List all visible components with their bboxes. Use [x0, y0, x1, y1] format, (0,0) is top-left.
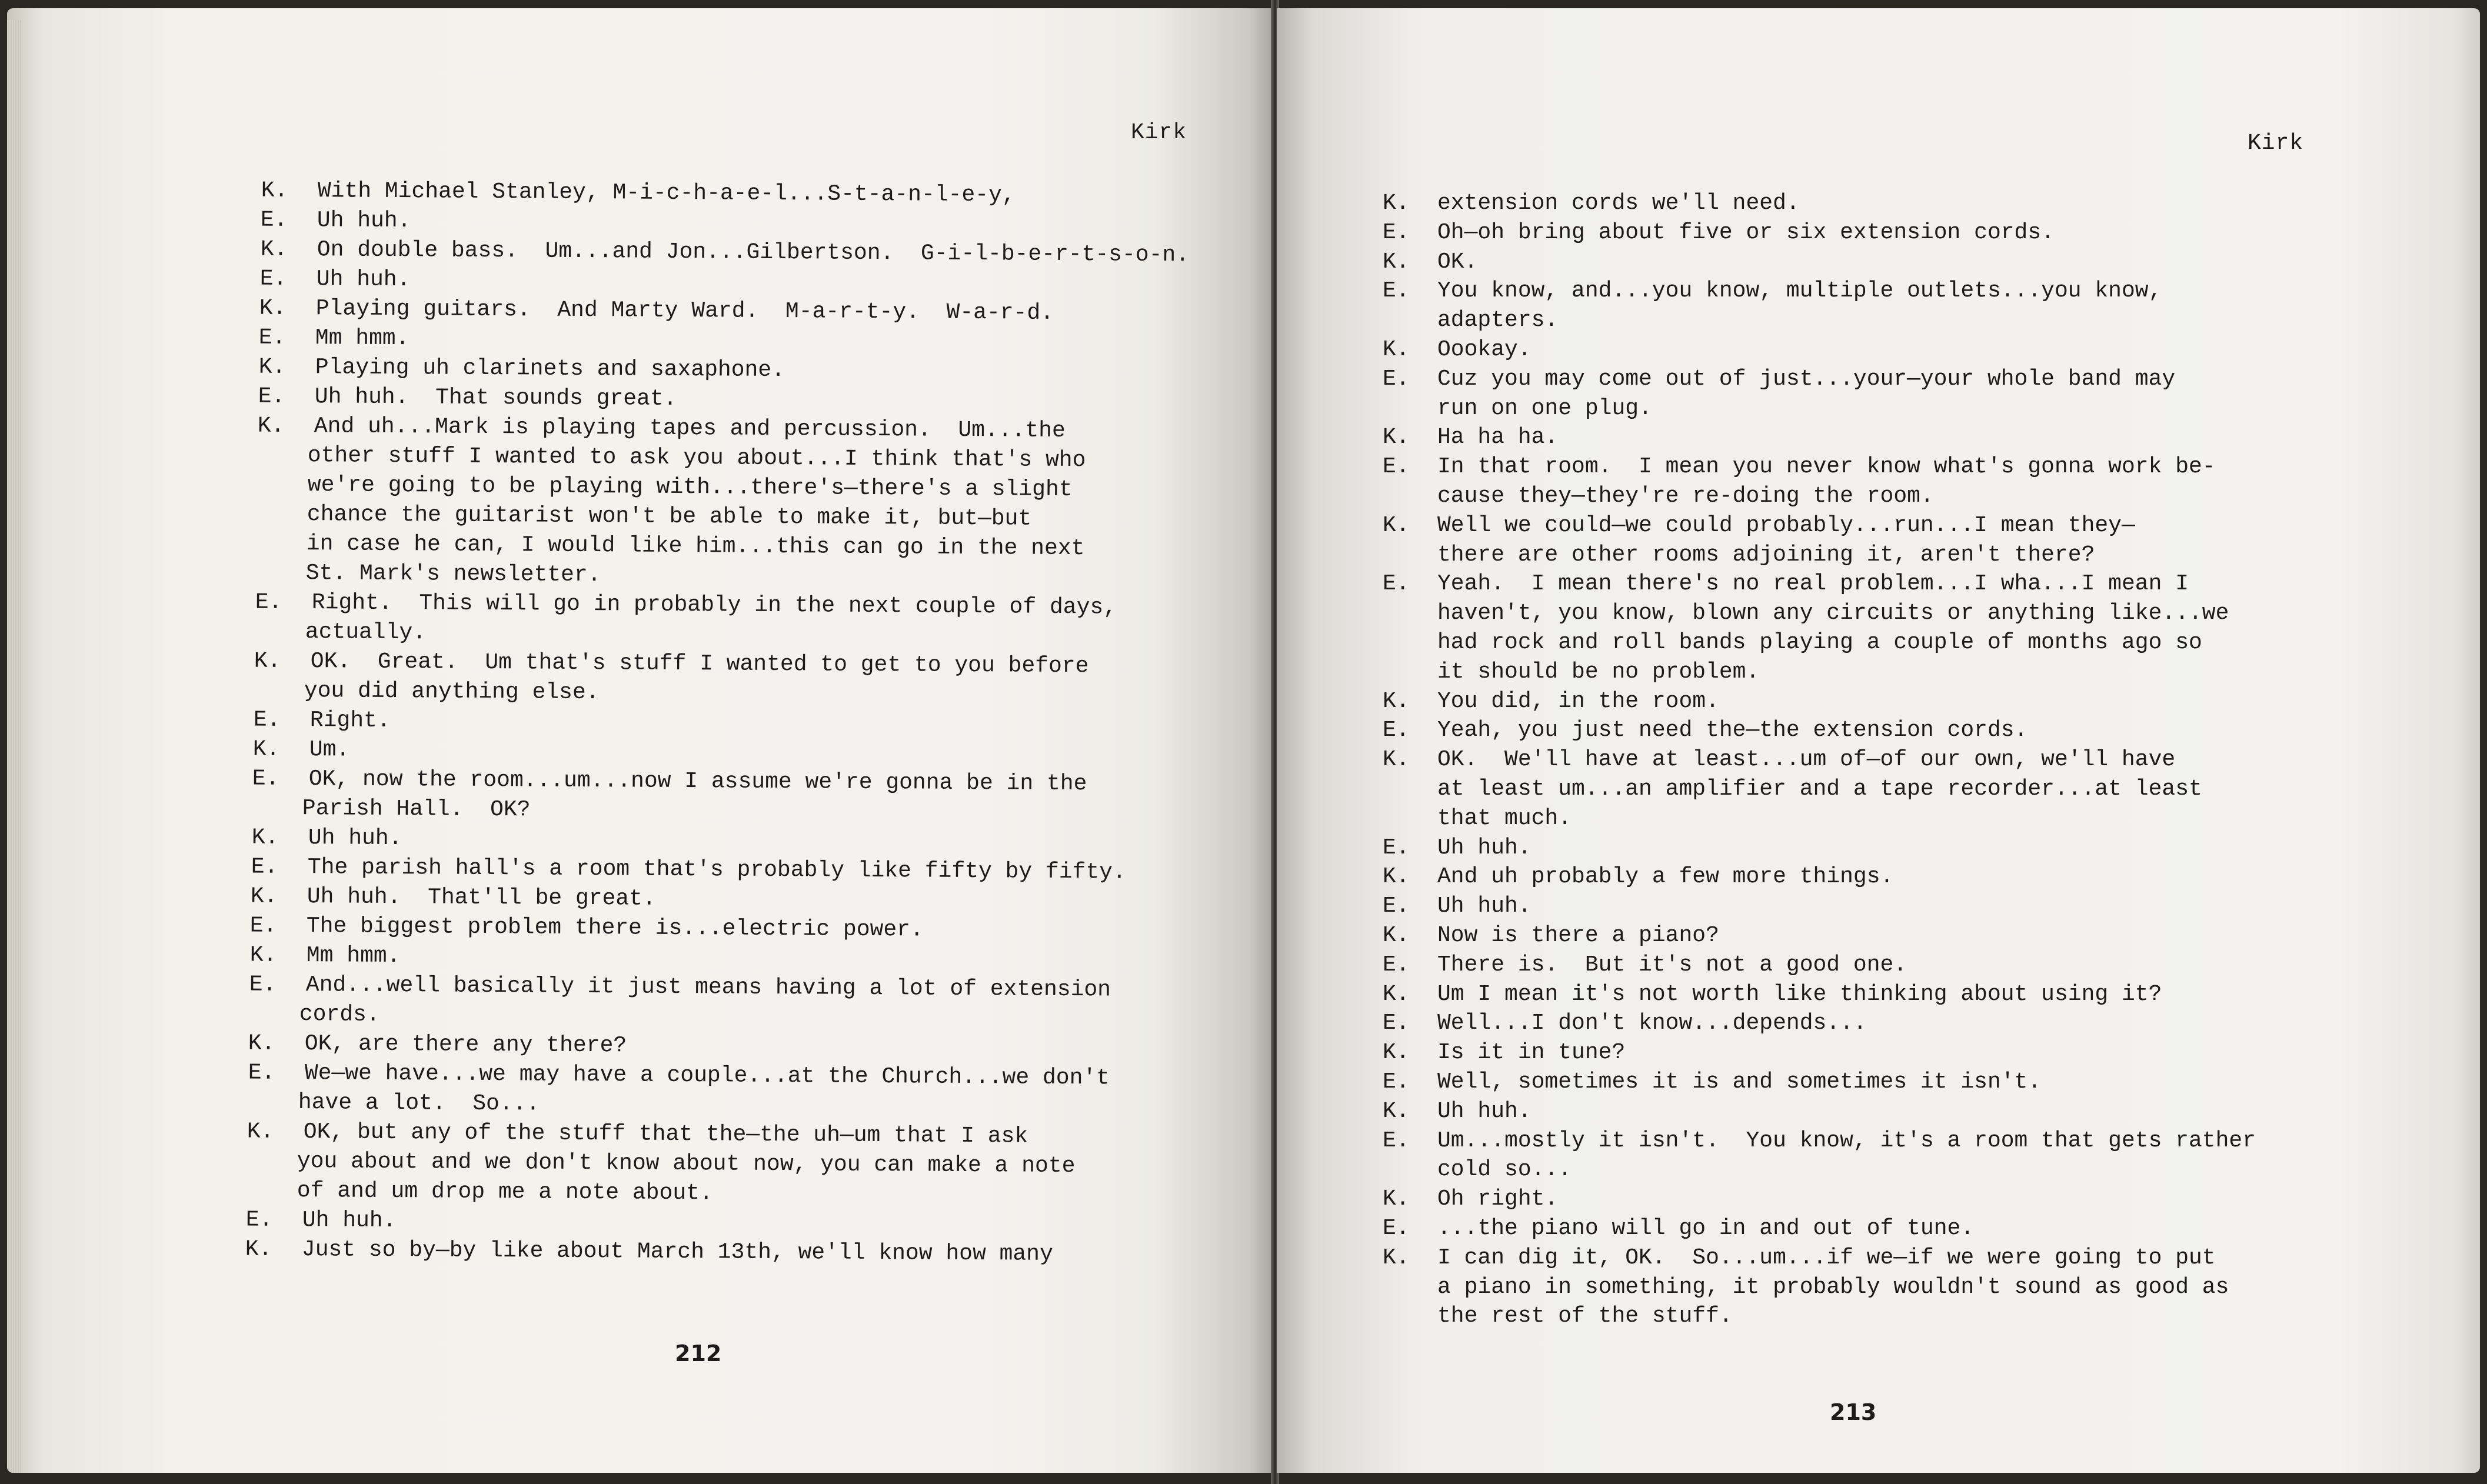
transcript-line — [1277, 482, 2480, 511]
transcript-line — [1277, 745, 2480, 775]
dialogue-text: OK. Great. Um that's stuff I wanted to get to you before — [310, 649, 1089, 679]
speaker-label: K. — [1383, 747, 1410, 773]
speaker-label: K. — [1383, 191, 1410, 216]
dialogue-text: On double bass. Um...and Jon...Gilbertson. G-i-l-b-e-r-t-s-o-n. — [317, 237, 1190, 268]
dialogue-text: Um...mostly it isn't. You know, it's a room that gets rather — [1437, 1128, 2256, 1153]
dialogue-text: it should be no problem. — [1437, 659, 1760, 685]
speaker-label: E. — [255, 589, 282, 615]
transcript-line — [1277, 1214, 2480, 1243]
speaker-label: E. — [1383, 893, 1410, 919]
dialogue-text: Cuz you may come out of just...your—your whole band may — [1437, 366, 2176, 392]
dialogue-text: Oookay. — [1437, 337, 1532, 362]
transcript-line — [1277, 569, 2480, 599]
speaker-label: K. — [247, 1119, 274, 1145]
transcript-line — [1277, 599, 2480, 628]
dialogue-text: Yeah, you just need the—the extension cords. — [1437, 718, 2028, 743]
dialogue-text: you about and we don't know about now, you can make a note — [297, 1149, 1076, 1179]
dialogue-text: There is. But it's not a good one. — [1437, 952, 1907, 978]
dialogue-text: OK. We'll have at least...um of—of our own, we'll have — [1437, 747, 2176, 773]
transcript-line — [1277, 951, 2480, 980]
speaker-label: E. — [258, 325, 286, 351]
speaker-label: K. — [250, 883, 278, 909]
dialogue-text: And uh...Mark is playing tapes and percussion. Um...the — [314, 413, 1066, 443]
dialogue-text: at least um...an amplifier and a tape recorder...at least — [1437, 776, 2202, 802]
speaker-label: K. — [254, 648, 281, 674]
dialogue-text: Just so by—by like about March 13th, we'll know how many — [301, 1237, 1053, 1267]
page-header: Kirk — [1131, 120, 1187, 145]
transcript-line — [1277, 775, 2480, 804]
transcript-line — [1277, 1185, 2480, 1214]
speaker-label: E. — [1383, 571, 1410, 597]
dialogue-text: OK, are there any there? — [304, 1031, 627, 1059]
dialogue-text: OK. — [1437, 249, 1478, 275]
dialogue-text: Um. — [309, 737, 350, 763]
dialogue-text: a piano in something, it probably wouldn't sound as good as — [1437, 1274, 2229, 1300]
speaker-label: E. — [1383, 366, 1410, 392]
speaker-label: K. — [1383, 981, 1410, 1007]
transcript-line — [1277, 892, 2480, 921]
speaker-label: K. — [261, 178, 288, 204]
dialogue-text: In that room. I mean you never know what's gonna work be- — [1437, 454, 2216, 480]
dialogue-text: Uh huh. That sounds great. — [314, 384, 677, 412]
dialogue-text: I can dig it, OK. So...um...if we—if we were going to put — [1437, 1245, 2216, 1270]
transcript-line — [1277, 1243, 2480, 1273]
speaker-label: K. — [1383, 425, 1410, 451]
speaker-label: E. — [253, 707, 281, 733]
speaker-label: K. — [1383, 249, 1410, 275]
dialogue-text: you did anything else. — [304, 678, 600, 706]
dialogue-text: Well we could—we could probably...run...I mean they— — [1437, 512, 2135, 538]
speaker-label: E. — [1383, 454, 1410, 480]
dialogue-text: Right. This will go in probably in the next couple of days, — [311, 590, 1117, 621]
dialogue-text: And...well basically it just means having a lot of extension — [305, 972, 1111, 1003]
speaker-label: E. — [260, 207, 288, 233]
dialogue-text: You did, in the room. — [1437, 688, 1719, 714]
transcript-line — [1277, 1009, 2480, 1038]
speaker-label: K. — [257, 413, 285, 439]
dialogue-text: Well, sometimes it is and sometimes it isn't. — [1437, 1069, 2042, 1095]
transcript-line — [1277, 1155, 2480, 1185]
dialogue-text: chance the guitarist won't be able to make it, but—but — [307, 502, 1032, 532]
speaker-label: E. — [1383, 1011, 1410, 1036]
dialogue-text: Mm hmm. — [315, 325, 409, 352]
dialogue-text: that much. — [1437, 805, 1572, 831]
page-header: Kirk — [2248, 131, 2304, 156]
speaker-label: K. — [1383, 1186, 1410, 1212]
speaker-label: K. — [1383, 337, 1410, 362]
transcript-line — [1277, 1038, 2480, 1068]
dialogue-text: cause they—they're re-doing the room. — [1437, 483, 1934, 509]
dialogue-text: cold so... — [1437, 1157, 1572, 1183]
speaker-label: E. — [259, 266, 287, 292]
transcript-line — [1277, 980, 2480, 1009]
dialogue-text: other stuff I wanted to ask you about...I think that's who — [307, 443, 1086, 473]
speaker-label: E. — [1383, 219, 1410, 245]
dialogue-text: The biggest problem there is...electric power. — [306, 913, 924, 943]
transcript-line — [1277, 1126, 2480, 1156]
dialogue-text: Yeah. I mean there's no real problem...I wha...I mean I — [1437, 571, 2189, 597]
dialogue-text: we're going to be playing with...there's—there's a slight — [307, 472, 1073, 503]
dialogue-text: Mm hmm. — [306, 943, 401, 969]
speaker-label: K. — [251, 825, 279, 851]
dialogue-text: there are other rooms adjoining it, aren't there? — [1437, 542, 2095, 568]
dialogue-text: Oh right. — [1437, 1186, 1559, 1212]
dialogue-text: Uh huh. — [308, 825, 402, 852]
dialogue-text: Is it in tune? — [1437, 1040, 1626, 1066]
transcript-line — [1277, 248, 2480, 277]
dialogue-text: Uh huh. — [317, 208, 411, 234]
transcript-line — [1277, 1068, 2480, 1097]
dialogue-text: Playing guitars. And Marty Ward. M-a-r-t-y. W-a-r-d. — [315, 296, 1054, 326]
right-page — [1277, 8, 2480, 1473]
dialogue-text: of and um drop me a note about. — [297, 1178, 713, 1206]
transcript-line — [1277, 276, 2480, 306]
dialogue-text: in case he can, I would like him...this can go in the next — [306, 531, 1085, 562]
page-number: 212 — [675, 1340, 722, 1366]
dialogue-text: Playing uh clarinets and saxaphone. — [315, 355, 785, 383]
dialogue-text: adapters. — [1437, 308, 1559, 334]
speaker-label: K. — [258, 354, 286, 380]
dialogue-text: Now is there a piano? — [1437, 923, 1719, 948]
speaker-label: E. — [252, 766, 279, 792]
transcript-line — [1277, 423, 2480, 452]
transcript-line — [1277, 394, 2480, 423]
dialogue-text: Uh huh. — [1437, 1098, 1532, 1124]
speaker-label: E. — [1383, 1069, 1410, 1095]
dialogue-text: cords. — [299, 1002, 380, 1028]
speaker-label: E. — [1383, 718, 1410, 743]
dialogue-text: Right. — [309, 708, 391, 733]
transcript-line — [1277, 1302, 2480, 1331]
dialogue-text: With Michael Stanley, M-i-c-h-a-e-l...S-t-a-n-l-e-y, — [317, 178, 1016, 208]
speaker-label: E. — [1383, 1216, 1410, 1241]
speaker-label: K. — [248, 1031, 275, 1056]
transcript-line — [1277, 189, 2480, 218]
transcript-line — [1277, 716, 2480, 745]
speaker-label: E. — [249, 972, 277, 998]
dialogue-text: Uh huh. — [302, 1208, 397, 1234]
transcript-line — [1277, 1273, 2480, 1302]
dialogue-text: had rock and roll bands playing a couple of months ago so — [1437, 630, 2202, 655]
speaker-label: K. — [1383, 864, 1410, 890]
speaker-label: K. — [259, 295, 287, 321]
speaker-label: K. — [1383, 1245, 1410, 1270]
dialogue-text: Uh huh. That'll be great. — [307, 884, 656, 912]
speaker-label: E. — [245, 1207, 273, 1233]
dialogue-text: OK, now the room...um...now I assume we're gonna be in the — [308, 766, 1087, 797]
speaker-label: K. — [1383, 923, 1410, 948]
transcript-line — [1277, 511, 2480, 541]
dialogue-text: The parish hall's a room that's probably like fifty by fifty. — [307, 855, 1126, 885]
dialogue-text: run on one plug. — [1437, 395, 1652, 421]
speaker-label: K. — [1383, 512, 1410, 538]
dialogue-text: We—we have...we may have a couple...at the Church...we don't — [304, 1061, 1110, 1091]
dialogue-text: ...the piano will go in and out of tune. — [1437, 1216, 1975, 1241]
page-number: 213 — [1830, 1399, 1877, 1425]
dialogue-text: You know, and...you know, multiple outlets...you know, — [1437, 278, 2162, 304]
dialogue-text: the rest of the stuff. — [1437, 1303, 1733, 1329]
transcript-line — [1277, 658, 2480, 687]
speaker-label: E. — [1383, 952, 1410, 978]
dialogue-text: Um I mean it's not worth like thinking about using it? — [1437, 981, 2162, 1007]
transcript-line — [1277, 804, 2480, 833]
dialogue-text: Well...I don't know...depends... — [1437, 1011, 1867, 1036]
dialogue-text: St. Mark's newsletter. — [305, 561, 601, 588]
dialogue-text: haven't, you know, blown any circuits or anything like...we — [1437, 601, 2229, 626]
transcript-line — [1277, 306, 2480, 335]
speaker-label: K. — [1383, 1040, 1410, 1066]
speaker-label: E. — [249, 913, 277, 939]
speaker-label: K. — [249, 942, 277, 968]
speaker-label: K. — [1383, 1098, 1410, 1124]
dialogue-text: OK, but any of the stuff that the—the uh—um that I ask — [303, 1119, 1028, 1149]
dialogue-text: have a lot. So... — [298, 1090, 540, 1117]
left-page — [7, 8, 1272, 1473]
transcript-line — [1277, 218, 2480, 248]
speaker-label: K. — [1383, 688, 1410, 714]
dialogue-text: extension cords we'll need. — [1437, 191, 1800, 216]
dialogue-text: Uh huh. — [1437, 835, 1532, 861]
speaker-label: E. — [1383, 835, 1410, 861]
dialogue-text: And uh probably a few more things. — [1437, 864, 1894, 890]
transcript-line — [1277, 628, 2480, 658]
transcript-line — [1277, 335, 2480, 365]
transcript-line — [1277, 1097, 2480, 1126]
speaker-label: K. — [260, 236, 288, 262]
speaker-label: E. — [248, 1060, 275, 1086]
dialogue-text: Ha ha ha. — [1437, 425, 1559, 451]
transcript-line — [1277, 862, 2480, 892]
speaker-label: E. — [251, 854, 278, 880]
dialogue-text: Uh huh. — [1437, 893, 1532, 919]
speaker-label: E. — [1383, 278, 1410, 304]
speaker-label: E. — [1383, 1128, 1410, 1153]
speaker-label: K. — [252, 736, 280, 762]
transcript-line — [1277, 541, 2480, 570]
speaker-label: K. — [245, 1236, 272, 1262]
speaker-label: E. — [258, 383, 285, 409]
dialogue-text: Oh—oh bring about five or six extension cords. — [1437, 219, 2055, 245]
dialogue-text: Parish Hall. OK? — [302, 796, 531, 823]
dialogue-text: Uh huh. — [316, 266, 411, 293]
transcript-line — [1277, 452, 2480, 482]
transcript-line — [1277, 365, 2480, 394]
transcript-line — [1277, 687, 2480, 716]
transcript-line — [1277, 833, 2480, 863]
dialogue-text: actually. — [305, 619, 427, 646]
transcript-line — [1277, 921, 2480, 951]
